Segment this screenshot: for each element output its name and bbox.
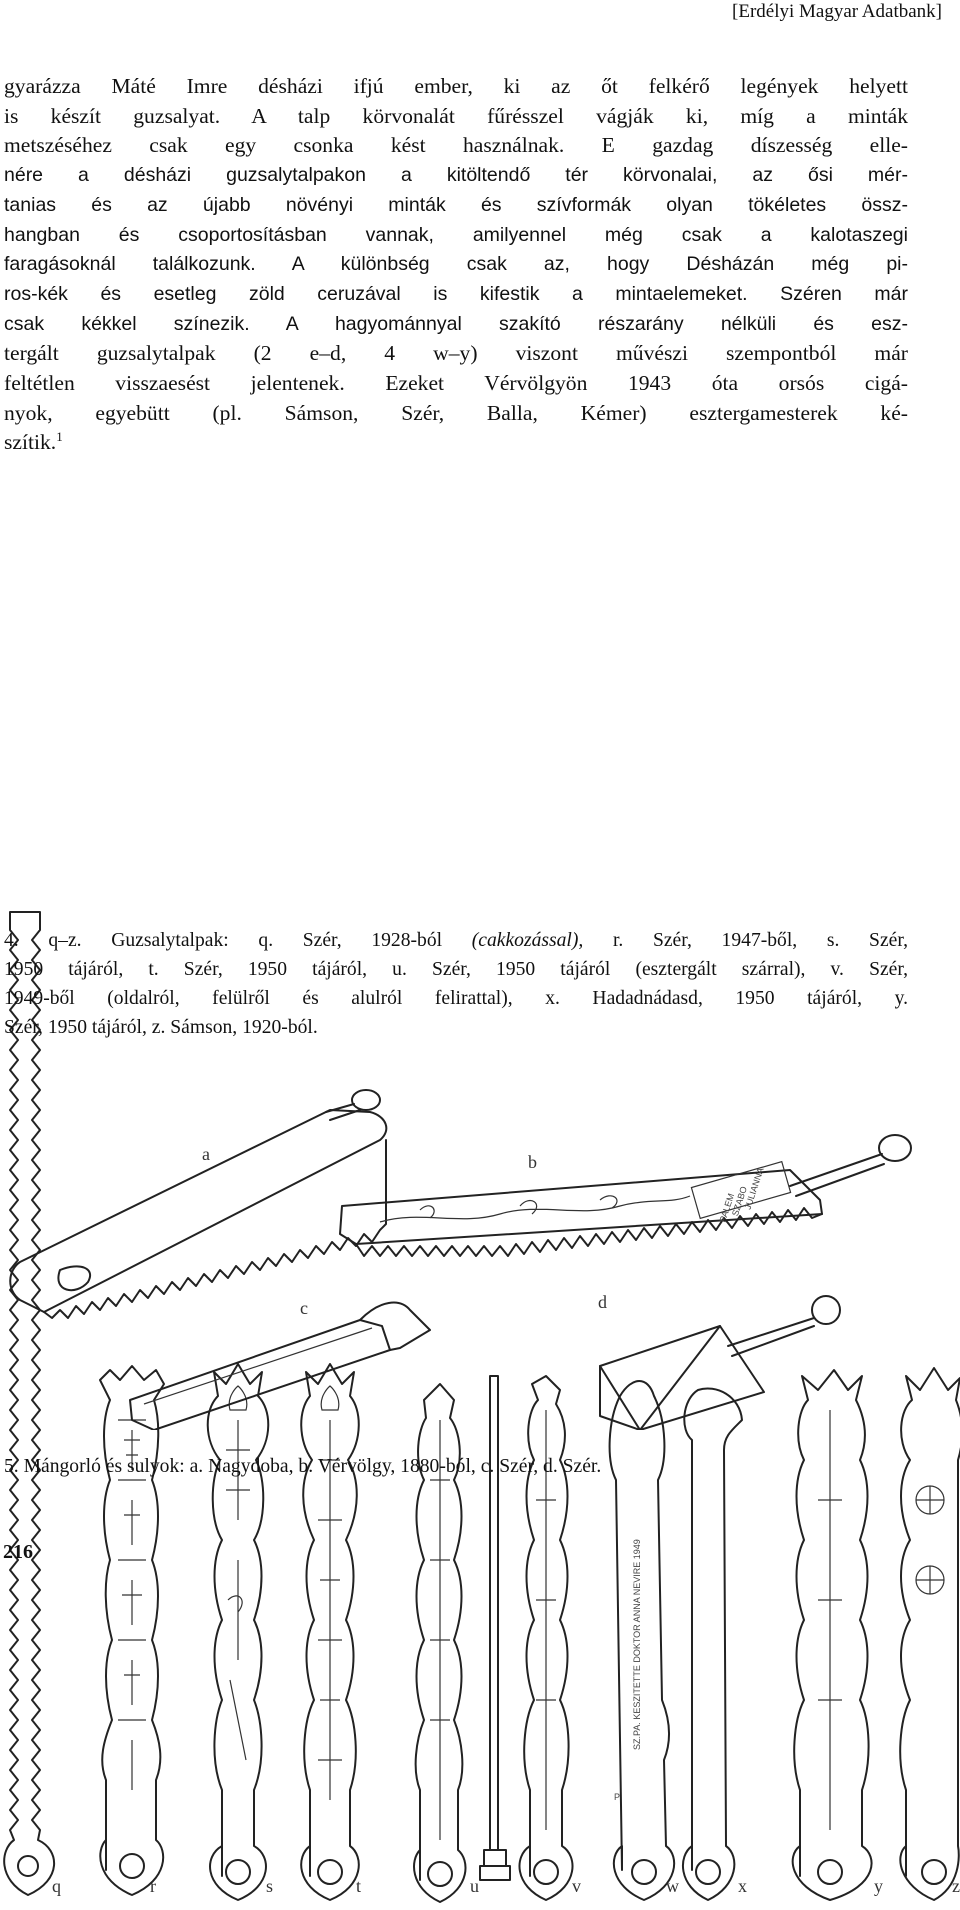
body-line: tergált guzsalytalpak (2 e–d, 4 w–y) viszont művészi szempontból már	[4, 341, 908, 366]
plaque-line-1: PALEM	[717, 1192, 737, 1224]
body-line: nére a désházi guzsalytalpakon a kitöltendő tér körvonalai, az ősi mér-	[4, 164, 908, 187]
label-t: t	[356, 1876, 362, 1896]
distaff-foot-r	[100, 1366, 164, 1895]
label-z: z	[952, 1876, 960, 1896]
body-line: is készít guzsalyat. A talp körvonalát fűrésszel vágják ki, míg a minták	[4, 103, 908, 128]
figure-5-mangles	[0, 1080, 960, 1430]
plaque-line-3: JULIANNA	[742, 1166, 766, 1211]
body-line: hangban és csoportosításban vannak, amilyennel még csak a kalotaszegi	[4, 223, 908, 246]
inscription-w: SZ.PA. KESZITETTE DOKTOR ANNA NEVIRE 1949	[632, 1539, 642, 1750]
body-line: csak kékkel színezik. A hagyománnyal szakító részarány nélküli és esz-	[4, 312, 908, 335]
body-line: nyok, egyebütt (pl. Sámson, Szér, Balla, Kémer) esztergamesterek ké-	[4, 400, 908, 425]
caption-line: 1949-ből (oldalról, felülről és alulról felirattal), x. Hadadnádasd, 1950 tájáról, y.	[4, 988, 908, 1009]
caption-line: 4. q–z. Guzsalytalpak: q. Szér, 1928-ból (cakkozással), r. Szér, 1947-ből, s. Szér,	[4, 930, 908, 951]
caption-line: Szér, 1950 tájáról, z. Sámson, 1920-ból.	[4, 1017, 318, 1038]
page-header: [Erdélyi Magyar Adatbank]	[732, 1, 942, 22]
label-d: d	[598, 1292, 607, 1312]
label-c: c	[300, 1298, 308, 1318]
body-line: tanias és az újabb növényi minták és szívformák olyan tökéletes össz-	[4, 193, 908, 216]
mangle-a	[10, 1090, 386, 1318]
label-q: q	[52, 1876, 61, 1896]
body-line: ros-kék és esetleg zöld ceruzával is kifestik a mintaelemeket. Széren már	[4, 282, 908, 305]
figure-5-drawing	[0, 1080, 960, 1430]
label-r: r	[150, 1876, 156, 1896]
distaff-foot-t	[301, 1364, 362, 1900]
distaff-foot-z	[900, 1368, 960, 1900]
plaque-line-2: SZABO	[730, 1185, 750, 1218]
label-y: y	[874, 1876, 883, 1896]
page-number: 216	[3, 1541, 33, 1563]
label-b: b	[528, 1152, 537, 1172]
beater-d	[600, 1296, 840, 1430]
body-line: faragásoknál találkozunk. A különbség csak az, hogy Désházán még pi-	[4, 253, 908, 276]
figure-4-caption	[4, 926, 908, 1042]
body-line: metszéséhez csak egy csonka kést használnak. E gazdag díszesség elle-	[4, 133, 908, 158]
figure-5-caption	[4, 1452, 908, 1481]
body-line-last	[4, 428, 908, 458]
distaff-foot-s	[208, 1364, 269, 1900]
caption-line: 5. Mángorló és sulyok: a. Nagydoba, b. Vérvölgy, 1880-ból, c. Szér, d. Szér.	[4, 1456, 602, 1477]
label-w: w	[666, 1876, 679, 1896]
inscription-w-letter: P	[614, 1792, 621, 1802]
label-a: a	[202, 1144, 210, 1164]
body-line: szítik.	[4, 430, 57, 455]
body-line: gyarázza Máté Imre désházi ifjú ember, ki az őt felkérő legények helyett	[4, 74, 908, 98]
label-v: v	[572, 1876, 581, 1896]
beater-c	[130, 1303, 430, 1430]
distaff-foot-y	[793, 1370, 872, 1900]
mangle-b	[340, 1135, 911, 1256]
label-u: u	[470, 1876, 479, 1896]
body-text	[4, 72, 908, 458]
body-line: feltétlen visszaesést jelentenek. Ezeket Vérvölgyön 1943 óta orsós cigá-	[4, 371, 908, 396]
caption-line: 1950 tájáról, t. Szér, 1950 tájáról, u. Szér, 1950 tájáról (esztergált szárral), v. Szér,	[4, 959, 908, 980]
label-s: s	[266, 1876, 274, 1896]
caption-italic: (cakkozással),	[471, 930, 584, 951]
footnote-reference: 1	[56, 429, 63, 445]
label-x: x	[738, 1876, 747, 1896]
